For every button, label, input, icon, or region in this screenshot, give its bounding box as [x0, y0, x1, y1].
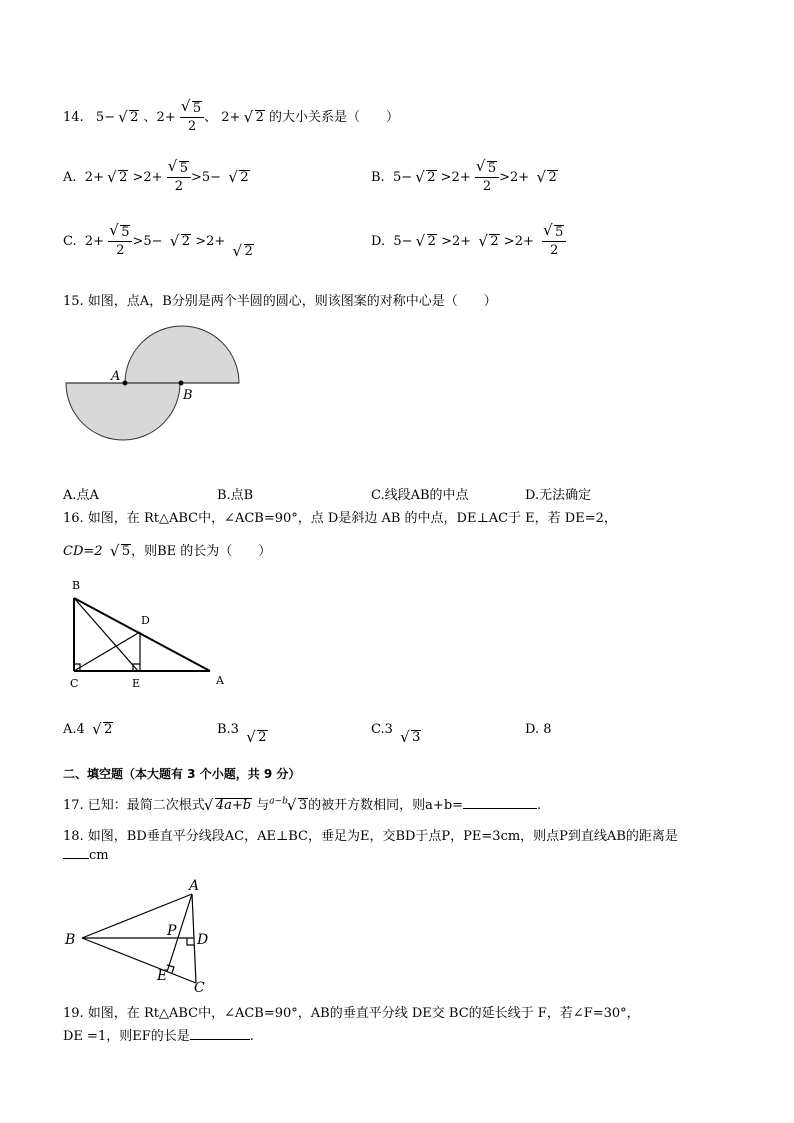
section-title: 二、填空题（本大题有 3 个小题，共 9 分） [63, 767, 301, 781]
q15-option-a[interactable]: A.点A [63, 488, 99, 503]
q14-option-d[interactable]: D. 5− √ 2 >2+ √ 2 >2+ √ $\frac{5}{2}$ [371, 224, 566, 259]
q16-stem-line1: 16. 如图，在 Rt△ABC中，∠ACB=90°，点 D是斜边 AB 的中点，DE⊥AC于 E，若 DE=2， [63, 511, 617, 526]
svg-text:C: C [194, 980, 205, 994]
lower-semicircle [66, 383, 180, 440]
q14-number: 14. [63, 110, 84, 125]
svg-text:E: E [157, 968, 168, 984]
q14-option-a[interactable]: A. 2+ √ 2 >2+ √ $\frac{5}{2}$ >5− √ 2 [63, 160, 250, 195]
svg-text:D: D [141, 614, 150, 627]
q15-option-c[interactable]: C.线段AB的中点 [371, 488, 469, 503]
q15-option-d[interactable]: D.无法确定 [525, 488, 592, 503]
q18-stem-line2: cm [63, 848, 109, 863]
q19-stem-line2: DE =1，则EF的长是 . [63, 1029, 254, 1044]
svg-text:B: B [65, 932, 76, 948]
q19-stem-line1: 19. 如图，在 Rt△ABC中，∠ACB=90°，AB的垂直平分线 DE交 BC的延长线于 F，若∠F=30°， [63, 1006, 640, 1021]
q15-option-b[interactable]: B.点B [217, 488, 254, 503]
svg-text:E: E [132, 677, 141, 690]
q17-stem: 17. 已知：最简二次根式√ 4a+b 与$^{a-b}$√ 3的被开方数相同，则a+b= . [63, 794, 541, 813]
svg-text:B: B [72, 579, 81, 592]
q15-figure [60, 320, 250, 450]
q14-option-b[interactable]: B. 5− √ 2 >2+ √ $\frac{5}{2}$ >2+ √ 2 [371, 160, 558, 195]
q16-option-c[interactable]: C.3 √ 3 [371, 722, 421, 737]
svg-text:A: A [189, 878, 200, 894]
q16-option-b[interactable]: B.3 √ 2 [217, 722, 268, 737]
upper-semicircle [125, 326, 239, 383]
svg-text:C: C [70, 677, 79, 690]
q16-option-d[interactable]: D. 8 [525, 722, 552, 737]
svg-text:D: D [197, 932, 209, 948]
point-b [179, 381, 184, 386]
q15-stem: 15. 如图，点A，B分别是两个半圆的圆心，则该图案的对称中心是（ ） [63, 294, 497, 309]
q14-stem: 14. 5− √ 2 、2+ √ $\frac{5}{2}$ 、 2+ √ 2 的大小关系是（ ） [63, 100, 399, 135]
q14-stem-tail: 的大小关系是（ ） [269, 110, 400, 125]
q18-figure [62, 874, 222, 994]
svg-text:A: A [216, 674, 224, 687]
q16-figure [62, 574, 232, 694]
q14-option-c[interactable]: C. 2+ √ $\frac{5}{2}$ >5− √ 2 >2+ √ 2 [63, 224, 254, 259]
q18-stem-line1: 18. 如图，BD垂直平分线段AC，AE⊥BC，垂足为E，交BD于点P，PE=3cm，则点P到直线AB的距离是 [63, 829, 678, 844]
label-b: B [183, 388, 193, 403]
q16-option-a[interactable]: A.4 √ 2 [63, 722, 113, 737]
point-a [123, 381, 128, 386]
label-a: A [111, 369, 121, 384]
q16-stem-line2: CD=2 √ 5，则BE 的长为（ ） [63, 540, 271, 559]
svg-text:P: P [167, 923, 177, 939]
